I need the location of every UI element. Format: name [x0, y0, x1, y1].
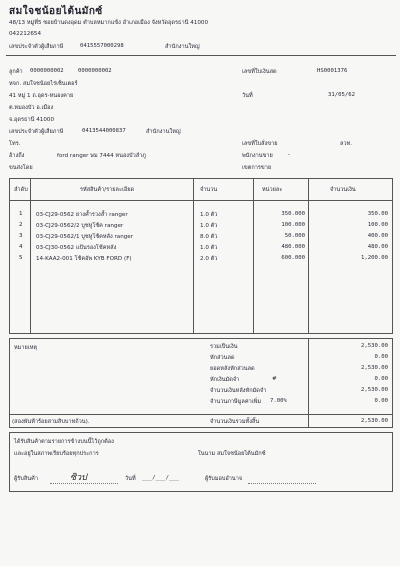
authorized-label: ผู้รับมอบอำนาจ — [205, 476, 243, 482]
col-divider — [30, 178, 31, 334]
after-discount-value: 2,530.00 — [361, 365, 388, 371]
subtotal-value: 2,530.00 — [361, 343, 388, 349]
company-tax-label: เลขประจำตัวผู้เสียภาษี — [9, 44, 64, 50]
col-divider — [308, 178, 309, 334]
received-statement-2: และอยู่ในสภาพเรียบร้อยทุกประการ — [14, 451, 99, 457]
row-desc: 03-CJ29-0562/2 บูชหูโช้ค ranger — [36, 223, 124, 229]
customer-tax-label: เลขประจำตัวผู้เสียภาษี — [9, 129, 64, 135]
vat-value: 0.00 — [374, 398, 388, 404]
row-amount: 100.00 — [367, 222, 388, 228]
grand-total-label: จำนวนเงินรวมทั้งสิ้น — [210, 419, 260, 425]
vat-label: จำนวนภาษีมูลค่าเพิ่ม — [210, 399, 262, 405]
po-label: เลขที่ใบสั่งขาย — [242, 141, 278, 147]
company-tax-id: 0415557000298 — [80, 43, 124, 49]
discount-label: หักส่วนลด — [210, 355, 235, 361]
row-no: 2 — [19, 222, 23, 228]
subtotal-label: รวมเป็นเงิน — [210, 344, 238, 350]
row-price: 480.000 — [281, 244, 305, 250]
row-desc: 14-KAA2-001 โช้คอัพ KYB FORD (F) — [36, 256, 132, 262]
row-no: 5 — [19, 255, 23, 261]
credit-term-label: ลวท. — [340, 141, 353, 147]
salesman-dash: - — [288, 152, 291, 158]
after-deposit-value: 2,530.00 — [361, 387, 388, 393]
authorized-signature-line — [248, 483, 316, 484]
received-statement-1: ได้รับสินค้าตามรายการข้างบนนี้ไว้ถูกต้อง — [14, 439, 114, 445]
deposit-label: หักเงินมัดจำ — [210, 377, 240, 383]
phone-label: โทร. — [9, 141, 21, 147]
company-name: สมใจชน้อยไต้นมักซ์ — [9, 6, 103, 17]
summary-words-divider — [9, 414, 393, 415]
row-no: 3 — [19, 233, 23, 239]
receiver-label: ผู้รับสินค้า — [14, 476, 38, 482]
salesman-label: พนักงานขาย — [242, 153, 273, 159]
doc-date: 31/05/62 — [328, 92, 355, 98]
after-deposit-label: จำนวนเงินหลังหักมัดจำ — [210, 388, 267, 394]
receiver-signature: ซิวป — [70, 473, 87, 483]
row-qty: 2.0 ตัว — [200, 256, 218, 262]
col-header-no: ลำดับ — [14, 187, 28, 193]
row-desc: 03-CJ29-0562 ยางค้ำรวงล้ำ ranger — [36, 212, 128, 218]
row-qty: 1.0 ตัว — [200, 223, 218, 229]
on-behalf-of: ในนาม สมใจชน้อยไต้นมักซ์ — [198, 451, 266, 457]
doc-no: HS0001376 — [317, 68, 348, 74]
grand-total-value: 2,530.00 — [361, 418, 388, 424]
doc-no-label: เลขที่ใบเงินสด — [242, 69, 277, 75]
customer-code-label: ลูกค้า — [9, 69, 23, 75]
deposit-hash: # — [272, 376, 277, 382]
company-phone: 042212654 — [9, 31, 42, 37]
customer-tax-id: 0413544000837 — [82, 128, 126, 134]
row-amount: 350.00 — [367, 211, 388, 217]
customer-name: หจก. สมใจชน้อยไร่เซ็นเตอร์ — [9, 81, 78, 87]
row-amount: 1,200.00 — [361, 255, 388, 261]
col-header-desc: รหัสสินค้า/รายละเอียด — [80, 187, 135, 193]
customer-address-1: 41 หมู่ 1 ถ.อุดร-หนองคาย — [9, 93, 74, 99]
customer-branch: สำนักงานใหญ่ — [146, 129, 181, 135]
row-qty: 8.0 ตัว — [200, 234, 218, 240]
row-qty: 1.0 ตัว — [200, 212, 218, 218]
reference-value: ford ranger ษม 7444 หนองบัวลำภู — [57, 153, 146, 159]
receive-date-label: วันที่ — [125, 476, 136, 482]
discount-value: 0.00 — [374, 354, 388, 360]
reference-label: อ้างถึง — [9, 153, 25, 159]
row-price: 600.000 — [281, 255, 305, 261]
row-amount: 480.00 — [367, 244, 388, 250]
company-branch: สำนักงานใหญ่ — [165, 44, 200, 50]
sales-area-label: เขตการขาย — [242, 165, 272, 171]
date-label: วันที่ — [242, 93, 253, 99]
row-no: 4 — [19, 244, 23, 250]
col-divider — [253, 178, 254, 334]
row-desc: 03-CJ30-0562 แป้นรองโช้คหลัง — [36, 245, 117, 251]
company-address: 48/13 หมู่ที่5 ซอยบ้านดงอุดม ตำบลหมากแข้ง อำเภอเมือง จังหวัดอุดรธานี 41000 — [9, 20, 209, 26]
after-discount-label: ยอดหลังหักส่วนลด — [210, 366, 255, 372]
row-qty: 1.0 ตัว — [200, 245, 218, 251]
receive-date-blank: ___/___/___ — [142, 475, 180, 481]
row-no: 1 — [19, 211, 23, 217]
col-header-price: หน่วยละ — [262, 187, 283, 193]
amount-in-words: (สองพันห้าร้อยสามสิบบาทถ้วน). — [12, 419, 90, 425]
customer-code-2: 0000000002 — [78, 68, 112, 74]
customer-code: 0000000002 — [30, 68, 64, 74]
row-price: 100.000 — [281, 222, 305, 228]
row-price: 50.000 — [284, 233, 305, 239]
col-header-amount: จำนวนเงิน — [330, 187, 356, 193]
row-desc: 03-CJ29-0562/1 บูชหูโช้คหลัง ranger — [36, 234, 134, 240]
row-price: 350.000 — [281, 211, 305, 217]
header-divider — [6, 55, 396, 56]
col-divider — [193, 178, 194, 334]
items-header-divider — [9, 200, 393, 201]
customer-address-3: จ.อุดรธานี 41000 — [9, 117, 55, 123]
row-amount: 400.00 — [367, 233, 388, 239]
remark-label: หมายเหตุ — [14, 345, 38, 351]
col-header-qty: จำนวน — [200, 187, 218, 193]
shipping-label: ขนส่งโดย — [9, 165, 33, 171]
customer-address-2: ต.หมองบัว อ.เมือง — [9, 105, 54, 111]
deposit-value: 0.00 — [374, 376, 388, 382]
vat-rate: 7.00% — [270, 398, 287, 404]
